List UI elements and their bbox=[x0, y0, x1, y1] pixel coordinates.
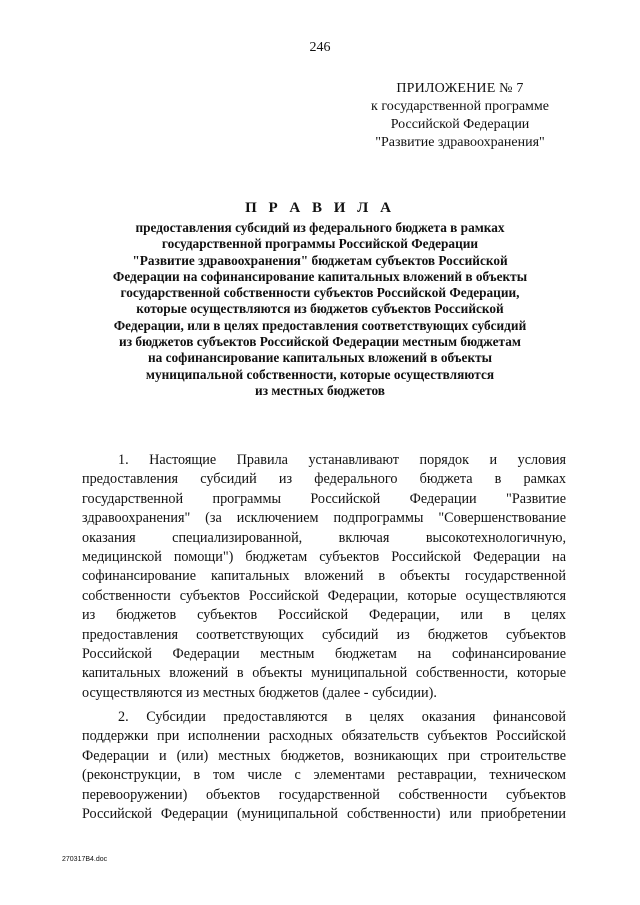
body-line: оказания специализированной, включая высокотехнологичную, bbox=[82, 529, 566, 546]
body-line: предоставления субсидий из федерального бюджета в рамках bbox=[82, 471, 566, 488]
subtitle-line: "Развитие здравоохранения" бюджетам субъектов Российской bbox=[132, 252, 508, 268]
appendix-title: ПРИЛОЖЕНИЕ № 7 bbox=[396, 81, 524, 96]
subtitle-line: Федерации, или в целях предоставления соответствующих субсидий bbox=[113, 317, 527, 333]
subtitle-line: на софинансирование капитальных вложений в объекты bbox=[147, 350, 493, 366]
body-line: софинансирование капитальных вложений в объекты государственной bbox=[82, 568, 566, 585]
subtitle-line: из бюджетов субъектов Российской Федерации местным бюджетам bbox=[119, 334, 521, 350]
body-line: из бюджетов субъектов Российской Федерации, или в целях bbox=[82, 607, 566, 624]
body-line: поддержки при исполнении расходных обязательств субъектов Российской bbox=[82, 728, 566, 745]
body-line: перевооружении) объектов государственной собственности субъектов bbox=[82, 786, 566, 803]
subtitle-line: Федерации на софинансирование капитальных вложений в объекты bbox=[112, 268, 528, 284]
body-line: 1. Настоящие Правила устанавливают порядок и условия bbox=[118, 452, 566, 468]
document-title: П Р А В И Л А bbox=[245, 200, 395, 216]
subtitle-line: государственной собственности субъектов Российской Федерации, bbox=[120, 285, 520, 301]
body-line: предоставления соответствующих субсидий из бюджетов субъектов bbox=[82, 626, 566, 643]
appendix-line: Российской Федерации bbox=[390, 117, 530, 132]
body-line: Федерации и (или) местных бюджетов, возникающих при строительстве bbox=[82, 747, 566, 764]
file-name-footer: 270317В4.doc bbox=[62, 856, 108, 863]
subtitle-line: из местных бюджетов bbox=[255, 382, 385, 398]
subtitle-line: муниципальной собственности, которые осуществляются bbox=[145, 366, 495, 382]
document-subtitle bbox=[95, 220, 545, 399]
appendix-line: к государственной программе bbox=[371, 99, 549, 114]
subtitle-line: которые осуществляются из бюджетов субъектов Российской bbox=[136, 301, 504, 317]
paragraph-1 bbox=[82, 451, 566, 703]
body-line: государственной программы Российской Федерации "Развитие bbox=[82, 490, 566, 507]
body-line: собственности субъектов Российской Федерации, которые осуществляются bbox=[82, 587, 566, 604]
appendix-line: "Развитие здравоохранения" bbox=[375, 135, 545, 150]
subtitle-line: государственной программы Российской Федерации bbox=[161, 236, 479, 252]
body-line: Российской Федерации (муниципальной собственности) или приобретении bbox=[82, 806, 566, 823]
body-line: (реконструкции, в том числе с элементами реставрации, техническом bbox=[82, 767, 566, 784]
body-line: здравоохранения" (за исключением подпрограммы "Совершенствование bbox=[82, 510, 566, 527]
body-line: 2. Субсидии предоставляются в целях оказания финансовой bbox=[118, 709, 566, 726]
body-line: капитальных вложений в объекты муниципальной собственности, которые bbox=[82, 665, 566, 682]
body-line: медицинской помощи") бюджетам субъектов Российской Федерации на bbox=[82, 548, 566, 565]
subtitle-line: предоставления субсидий из федерального бюджета в рамках bbox=[135, 220, 505, 235]
document-body bbox=[82, 451, 566, 829]
appendix-block bbox=[360, 80, 560, 152]
paragraph-2 bbox=[82, 708, 566, 824]
page-number: 246 bbox=[309, 40, 331, 55]
body-line: осуществляются из местных бюджетов (далее - субсидии). bbox=[82, 684, 437, 701]
body-line: Российской Федерации местным бюджетам на софинансирование bbox=[82, 645, 566, 662]
